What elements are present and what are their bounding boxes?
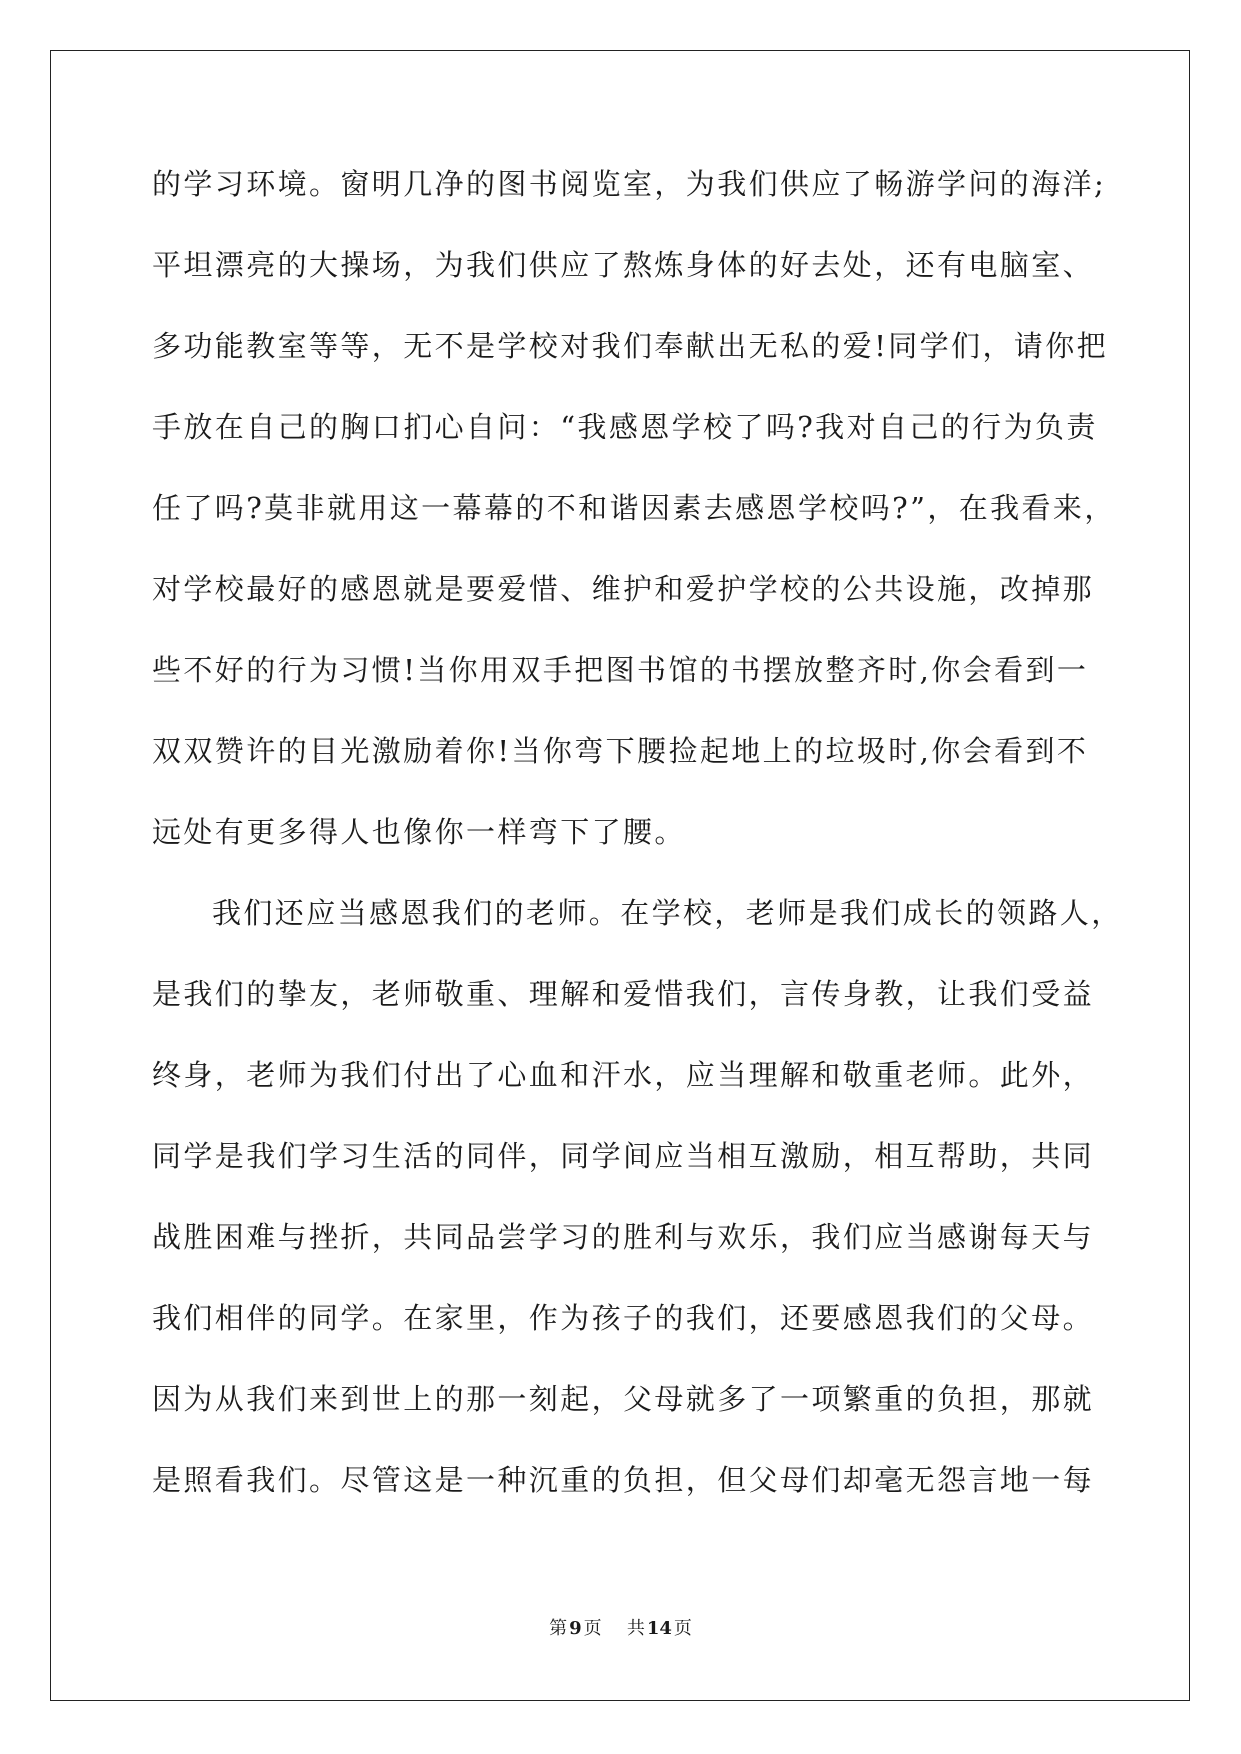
text-line: 因为从我们来到世上的那一刻起，父母就多了一项繁重的负担，那就 bbox=[152, 1382, 1095, 1416]
page-total: 共 14 页 bbox=[626, 1618, 692, 1639]
text-line: 手放在自己的胸口扪心自问：“我感恩学校了吗?我对自己的行为负责 bbox=[152, 410, 1098, 444]
page-number: 第 9 页 bbox=[549, 1618, 602, 1639]
text-line: 同学是我们学习生活的同伴，同学间应当相互激励，相互帮助，共同 bbox=[152, 1139, 1095, 1173]
text-line: 平坦漂亮的大操场，为我们供应了熬炼身体的好去处，还有电脑室、 bbox=[152, 248, 1095, 282]
text-line: 我们相伴的同学。在家里，作为孩子的我们，还要感恩我们的父母。 bbox=[152, 1301, 1095, 1335]
text-line: 对学校最好的感恩就是要爱惜、维护和爱护学校的公共设施，改掉那 bbox=[152, 572, 1095, 606]
text-line: 些不好的行为习惯!当你用双手把图书馆的书摆放整齐时,你会看到一 bbox=[152, 653, 1089, 687]
text-line: 的学习环境。窗明几净的图书阅览室，为我们供应了畅游学问的海洋; bbox=[152, 167, 1107, 201]
text-line: 任了吗?莫非就用这一幕幕的不和谐因素去感恩学校吗?”，在我看来， bbox=[152, 491, 1116, 525]
text-line: 多功能教室等等，无不是学校对我们奉献出无私的爱!同学们，请你把 bbox=[152, 329, 1109, 363]
text-line: 战胜困难与挫折，共同品尝学习的胜利与欢乐，我们应当感谢每天与 bbox=[152, 1220, 1095, 1254]
text-line: 双双赞许的目光激励着你!当你弯下腰捡起地上的垃圾时,你会看到不 bbox=[152, 734, 1089, 768]
body-text bbox=[152, 156, 1123, 1533]
text-line-paragraph-start: 我们还应当感恩我们的老师。在学校，老师是我们成长的领路人， bbox=[212, 896, 1123, 930]
page-footer bbox=[0, 1614, 1241, 1640]
text-line: 终身，老师为我们付出了心血和汗水，应当理解和敬重老师。此外， bbox=[152, 1058, 1095, 1092]
text-line: 是照看我们。尽管这是一种沉重的负担，但父母们却毫无怨言地一每 bbox=[152, 1463, 1095, 1497]
text-line: 是我们的挚友，老师敬重、理解和爱惜我们，言传身教，让我们受益 bbox=[152, 977, 1095, 1011]
text-line: 远处有更多得人也像你一样弯下了腰。 bbox=[152, 815, 686, 849]
